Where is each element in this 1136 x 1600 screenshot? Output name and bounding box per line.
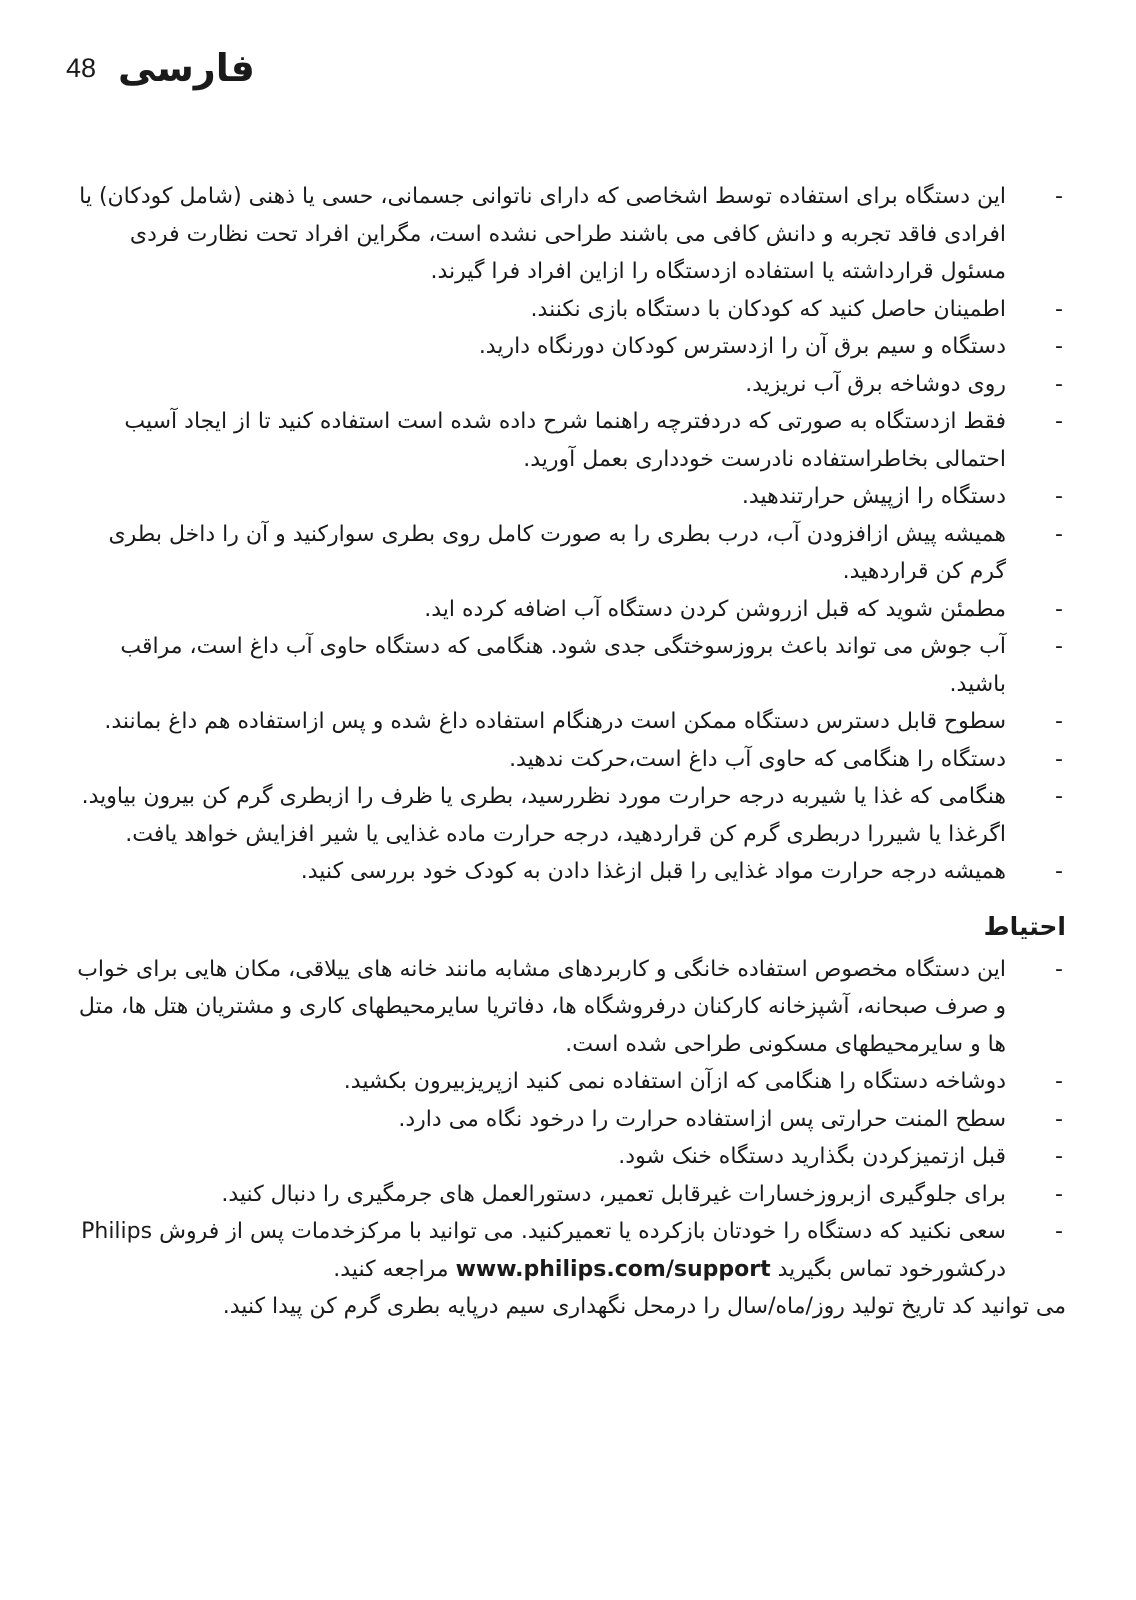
dash-bullet: - xyxy=(1055,296,1063,322)
main-content xyxy=(76,178,1066,1326)
dash-bullet: - xyxy=(1055,1144,1063,1169)
dash-bullet: - xyxy=(1055,1069,1063,1094)
list-item-text: برای جلوگیری ازبروزخسارات غیرقابل تعمیر، دستورالعمل های جرمگیری را دنبال کنید. xyxy=(221,1181,1006,1207)
list-item xyxy=(76,366,1066,404)
list-item xyxy=(76,778,1066,853)
list-item-text: دستگاه و سیم برق آن را ازدسترس کودکان دورنگاه دارید. xyxy=(478,334,1006,359)
list-item xyxy=(76,591,1066,629)
list-item-text: فقط ازدستگاه به صورتی که دردفترچه راهنما شرح داده شده است استفاده کنید تا از ایجاد آسیب احتمالی بخاطراستفاده نادرست خودداری بعمل آورید. xyxy=(124,409,1006,472)
list-item-text: همیشه پیش ازافزودن آب، درب بطری را به صورت کامل روی بطری سوارکنید و آن را داخل بطری گرم کن قراردهید. xyxy=(108,521,1006,584)
list-item-text: مطمئن شوید که قبل ازروشن کردن دستگاه آب اضافه کرده اید. xyxy=(424,596,1006,622)
list-item-text: دستگاه را هنگامی که حاوی آب داغ است،حرکت ندهید. xyxy=(509,746,1006,772)
list-item-text: این دستگاه مخصوص استفاده خانگی و کاربردهای مشابه مانند خانه های ییلاقی، مکان هایی برای خواب و صرف صبحانه، آشپزخانه کارکنان درفروشگاه ها، دفاتریا سایرمحیطهای کاری و مشتریان هتل ها، متل ها و سایرمحیطهای مسکونی طراحی شده است. xyxy=(77,956,1006,1057)
service-list-item xyxy=(76,1213,1066,1288)
dash-bullet: - xyxy=(1055,371,1063,397)
date-code-note: می توانید کد تاریخ تولید روز/ماه/سال را درمحل نگهداری سیم درپایه بطری گرم کن پیدا کنید. xyxy=(222,1294,1066,1319)
list-item xyxy=(76,741,1066,779)
service-text-before: سعی نکنید که دستگاه را خودتان بازکرده یا تعمیرکنید. می توانید با مرکزخدمات پس از فروش xyxy=(159,1219,1006,1244)
list-item xyxy=(76,403,1066,478)
dash-bullet: - xyxy=(1055,184,1063,209)
dash-bullet: - xyxy=(1055,859,1063,884)
dash-bullet: - xyxy=(1055,784,1063,809)
list-item xyxy=(76,516,1066,591)
dash-bullet: - xyxy=(1055,1219,1063,1244)
service-text-after: مراجعه کنید. xyxy=(333,1256,449,1282)
caution-list xyxy=(76,951,1066,1289)
list-item xyxy=(76,178,1066,291)
warnings-list xyxy=(76,178,1066,891)
list-item-text: سطح المنت حرارتی پس ازاستفاده حرارت را درخود نگاه می دارد. xyxy=(398,1106,1006,1132)
list-item-text: اطمینان حاصل کنید که کودکان با دستگاه بازی نکنند. xyxy=(530,296,1006,322)
dash-bullet: - xyxy=(1055,521,1063,547)
list-item xyxy=(76,1063,1066,1101)
list-item xyxy=(76,328,1066,366)
dash-bullet: - xyxy=(1055,709,1063,734)
list-item-text: آب جوش می تواند باعث بروزسوختگی جدی شود. هنگامی که دستگاه حاوی آب داغ است، مراقب باشید. xyxy=(120,634,1006,697)
list-item xyxy=(76,1176,1066,1214)
list-item-text: دستگاه را ازپیش حرارتندهید. xyxy=(741,484,1006,509)
service-text-middle: درکشورخود تماس بگیرید xyxy=(777,1256,1006,1282)
list-item xyxy=(76,291,1066,329)
dash-bullet: - xyxy=(1055,409,1063,434)
page-number: 48 xyxy=(66,52,97,83)
list-item-text: قبل ازتمیزکردن بگذارید دستگاه خنک شود. xyxy=(618,1144,1006,1169)
list-item-text: روی دوشاخه برق آب نریزید. xyxy=(745,371,1006,397)
list-item xyxy=(76,1138,1066,1176)
list-item-text: همیشه درجه حرارت مواد غذایی را قبل ازغذا دادن به کودک خود بررسی کنید. xyxy=(300,859,1006,884)
list-item-text: سطوح قابل دسترس دستگاه ممکن است درهنگام استفاده داغ شده و پس ازاستفاده هم داغ بمانند. xyxy=(104,709,1006,734)
list-item xyxy=(76,951,1066,1064)
list-item xyxy=(76,703,1066,741)
list-item xyxy=(76,478,1066,516)
list-item xyxy=(76,1101,1066,1139)
dash-bullet: - xyxy=(1055,334,1063,359)
page-header xyxy=(66,38,255,98)
dash-bullet: - xyxy=(1055,1106,1063,1132)
list-item-text: دوشاخه دستگاه را هنگامی که ازآن استفاده نمی کنید ازپریزبیرون بکشید. xyxy=(343,1069,1006,1094)
brand-name: Philips xyxy=(81,1219,153,1244)
dash-bullet: - xyxy=(1055,596,1063,622)
list-item xyxy=(76,853,1066,891)
list-item-text: هنگامی که غذا یا شیربه درجه حرارت مورد نظررسید، بطری یا ظرف را ازبطری گرم کن بیرون بیاوید. اگرغذا یا شیررا دربطری گرم کن قراردهید، درجه حرارت ماده غذایی یا شیر افزایش خواهد یافت. xyxy=(81,784,1006,847)
dash-bullet: - xyxy=(1055,484,1063,509)
list-item-text: این دستگاه برای استفاده توسط اشخاصی که دارای ناتوانی جسمانی، حسی یا ذهنی (شامل کودکان) یا افرادی فاقد تجربه و دانش کافی می باشند طراحی نشده است، مگراین افراد تحت نظارت فردی مسئول قرارداشته یا استفاده ازدستگاه را ازاین افراد فرا گیرند. xyxy=(79,184,1006,284)
dash-bullet: - xyxy=(1055,746,1063,772)
list-item xyxy=(76,628,1066,703)
language-title: فارسی xyxy=(118,46,255,90)
caution-heading: احتیاط xyxy=(983,911,1066,941)
dash-bullet: - xyxy=(1055,956,1063,982)
dash-bullet: - xyxy=(1055,1181,1063,1207)
support-url-link[interactable]: www.philips.com/support xyxy=(455,1256,771,1282)
dash-bullet: - xyxy=(1055,634,1063,659)
